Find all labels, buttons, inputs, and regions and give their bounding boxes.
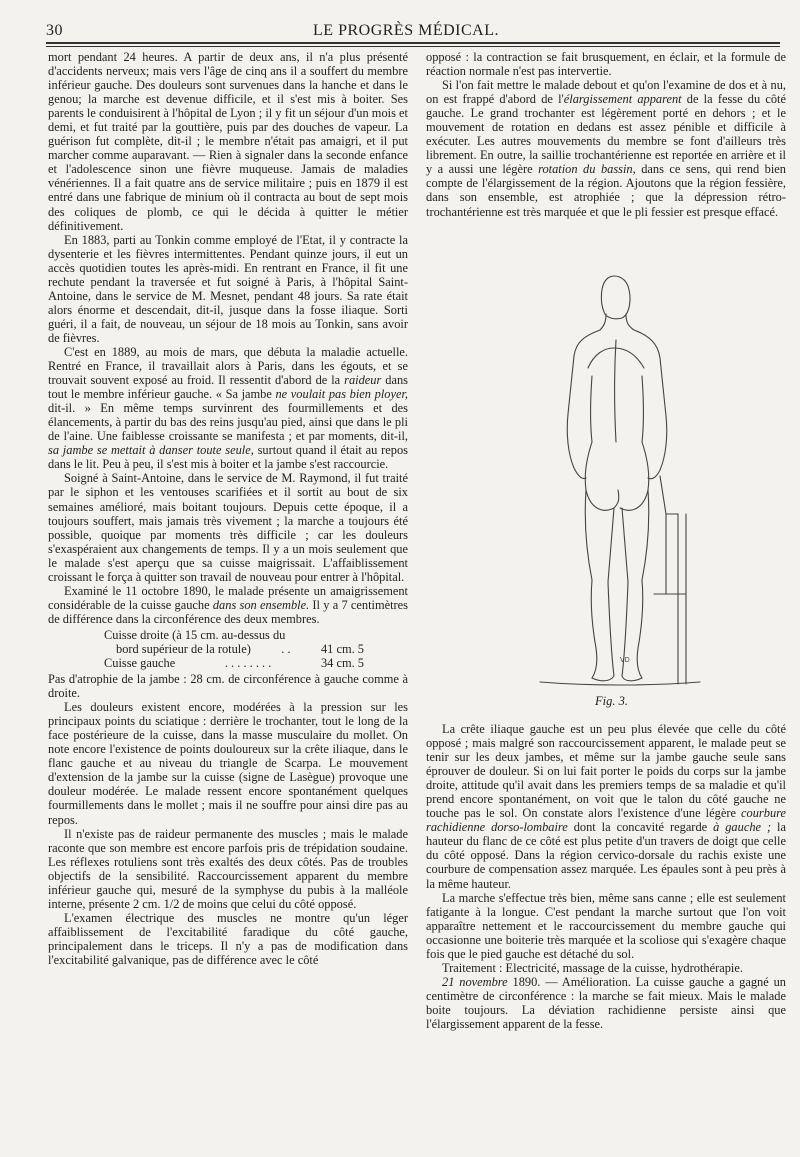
paragraph [48, 345, 408, 471]
paragraph [426, 722, 786, 891]
measure-label: bord supérieur de la rotule) [116, 641, 251, 656]
italic-run: 21 novembre [442, 974, 508, 989]
italic-run: rotation du bassin, [538, 162, 636, 177]
paragraph: En 1883, parti au Tonkin comme employé de l'Etat, il y contracte la dysenterie et les fièvres intermittentes. Pendant quinze jours, il eut un accès quotidien toutes les après-midi. En rentrant en France, il fit une rechute pendant la traversée et fut soigné à Paris, à l'hôpital Saint-Antoine, dans le service de M. Mesnet, pendant 48 jours. Sa rate était alors énorme et descendait, dit-il, jusque dans la fosse iliaque. Sorti guéri, il a fait, de nouveau, un séjour de 18 mois au Tonkin, sans avoir de fièvres. [48, 232, 408, 345]
paragraph: Pas d'atrophie de la jambe : 28 cm. de circonférence à gauche comme à droite. [48, 672, 408, 701]
paragraph: La marche s'effectue très bien, même sans canne ; elle est seulement fatigante à la longue. C'est pendant la marche surtout que l'on voit apparaître nettement et le raccourcissement du membre gauche qui occasionne une boiterie très marquée et la scoliose qui s'exagère chaque fois que le pied gauche est détaché du sol. [426, 890, 786, 961]
measure-label: Cuisse droite (à 15 cm. au-dessus du [104, 627, 286, 642]
text-run: dans tout le membre inférieur gauche. « Sa jambe [48, 373, 409, 402]
paragraph: Il n'existe pas de raideur permanente des muscles ; mais le malade raconte que son membre est encore parfois pris de trépidation soudaine. Les réflexes rotuliens sont très exaltés des deux côtés. Pas de troubles objectifs de la sensibilité. Raccourcissement apparent du membre inférieur gauche qui, mesuré de la symphyse du pubis à la malléole interne, présente 2 cm. 1/2 de moins que celui du côté opposé. [48, 826, 408, 911]
paragraph: L'examen électrique des muscles ne montre qu'un léger affaiblissement de l'excitabilité faradique du côté gauche, principalement dans le triceps. Il n'y a pas de modification dans l'excitabilité galvanique, pas de différence avec le côté [48, 910, 408, 967]
text-run: Si l'on fait mettre le malade debout et qu'on l'examine de dos et à nu, on est frappé d'abord de l' [426, 78, 786, 107]
measure-label: Cuisse gauche [104, 656, 176, 671]
measure-dots: . . . . . . . . [224, 656, 272, 671]
header-rule [46, 42, 780, 44]
paragraph: Traitement : Electricité, massage de la cuisse, hydrothérapie. [442, 960, 743, 975]
measure-row [104, 642, 364, 656]
measure-value: 34 cm. 5 [320, 656, 364, 671]
paragraph: Soigné à Saint-Antoine, dans le service de M. Raymond, il fut traité par le siphon et les ventouses scarifiées et il sortit au bout de six semaines amélioré, mais boitant toujours. Depuis cette époque, il a toujours souffert, mais jamais très vivement ; la marche a toujours été possible, quoique par moments très difficile ; car les douleurs s'exaspéraient aux changements de temps. Il y a un mois seulement que le malade s'est aperçu que sa cuisse maigrissait. L'affaiblissement croissant le força à quitter son travail de nouveau pour entrer à l'hôpital. [48, 471, 408, 584]
paragraph: opposé : la contraction se fait brusquement, en éclair, et la formule de réaction normale n'est pas intervertie. [426, 50, 786, 79]
header-rule-thin [46, 46, 780, 47]
text-run: de la fesse du côté gauche. Le grand trochanter est légèrement porté en dehors ; et le mouvement de rotation en dedans est assez pénible et difficile à exécuter. Les autres mouvements du membre se font d'ailleurs très librement. En outre, la saillie trochantérienne est reportée en arrière et il y a aussi une légère [426, 92, 786, 177]
text-run: surtout quand il était au repos dans le lit. Peu à peu, il s'est mis à boiter et la jambe s'est raccourcie. [48, 443, 408, 472]
text-run: 1890. — Amélioration. La cuisse gauche a gagné un centimètre de circonférence : la marche se fait mieux. Mais le malade boite toujours. La déviation rachidienne persiste ainsi que l'élargissement apparent de la fesse. [426, 974, 786, 1031]
italic-run: élargissement apparent [563, 92, 682, 107]
right-column-bottom [426, 722, 786, 1031]
measure-value: 41 cm. 5 [320, 641, 364, 656]
text-run: Il y a 7 centimètres de différence dans la circonférence des deux membres. [48, 597, 408, 626]
italic-run: raideur [344, 373, 382, 388]
figure-drawing [530, 264, 710, 694]
paragraph: mort pendant 24 heures. A partir de deux ans, il n'a plus présenté d'accidents nerveux; mais vers l'âge de cinq ans il a souffert du membre inférieur gauche. Des douleurs sont survenues dans la hanche et dans le genou; la marche est devenue difficile, et il s'est mis à boiter. Ses parents le conduisirent à l'hôpital de Lyon ; il y fit un séjour d'un mois et demi, et fut traité par la gouttière, puis par des douches de vapeur. La guérison fut complète, dit-il ; le membre n'était pas amaigri, et il put marcher comme auparavant. — Rien à signaler dans la seconde enfance et l'adolescence sinon une fièvre muqueuse. Jamais de maladies vénériennes. Il a fait quatre ans de service militaire ; puis en 1879 il est entré dans une fabrique de minium où il contracta au bout de sept mois des coliques de plomb, ce qui le décida à quitter le métier définitivement. [48, 50, 408, 233]
measure-row [104, 656, 364, 670]
page-number: 30 [46, 22, 63, 39]
text-run: dont la concavité regarde [567, 820, 714, 835]
figure-initials: VD [620, 657, 630, 664]
italic-run: à gauche ; [713, 820, 772, 835]
page-header [46, 22, 766, 40]
measure-row [104, 628, 364, 642]
text-run: la hauteur du flanc de ce côté est plus petite d'un travers de doigt que celle du côté opposé. Dans la région cervico-dorsale du rachis existe une courbure de compensation assez marquée. Les épaules sont à peu près à la même hauteur. [426, 820, 786, 891]
text-run: dans ce sens, qui rend bien compte de l'élargissement de la région. Ajoutons que la région fessière, dans son ensemble, est atrophiée ; que la dépression rétro-trochantérienne est très marquée et que le pli fessier est presque effacé. [426, 162, 786, 219]
text-run: La crête iliaque gauche est un peu plus élevée que celle du côté opposé ; mais malgré son raccourcissement apparent, le malade peut se tenir sur les deux jambes, et même sur la jambe gauche seule sans éprouver de douleur. Si on lui fait porter le poids du corps sur la jambe droite, attitude qu'il avait dans les premiers temps de sa maladie et qu'il prend encore spontanément, on voit que le talon du côté gauche ne touche pas le sol. On constate alors l'existence d'une légère [426, 722, 786, 821]
measurement-table [104, 628, 364, 670]
right-column-top [426, 50, 786, 219]
italic-run: sa jambe se mettait à danser toute seule, [48, 443, 254, 458]
text-run: dit-il. » En même temps survinrent des fourmillements et des élancements, à partir du bas des reins jusqu'au pied, ainsi que dans le pli de l'aine. Une faiblesse croissante se manifesta ; et par moments, dit-il, [48, 401, 408, 444]
measure-dots: . . [281, 641, 291, 656]
italic-run: ne voulait pas bien ployer, [275, 387, 408, 402]
text-run: C'est en 1889, au mois de mars, que débuta la maladie actuelle. Rentré en France, il travaillait alors à Paris, dans les égouts, et se trouvait souvent exposé au froid. Il ressentit d'abord de la [48, 344, 408, 388]
italic-run: courbure rachidienne dorso-lombaire [426, 806, 786, 835]
paragraph [426, 78, 786, 218]
figure-caption: Fig. 3. [595, 694, 628, 708]
paragraph [48, 584, 408, 626]
text-run: Examiné le 11 octobre 1890, le malade présente un amaigrissement considérable de la cuisse gauche [48, 583, 408, 612]
figure-illustration [530, 264, 710, 694]
left-column [48, 50, 408, 967]
journal-title: LE PROGRÈS MÉDICAL. [313, 22, 499, 39]
paragraph: Les douleurs existent encore, modérées à la pression sur les principaux points du sciatique : derrière le trochanter, tout le long de la face postérieure de la cuisse, dans la masse musculaire du mollet. On note encore l'existence de points douloureux sur la crête iliaque, dans le flanc gauche et au niveau du triangle de Scarpa. Le mouvement d'extension de la jambe sur la cuisse (signe de Lasègue) provoque une douleur modérée. Le malade ressent encore spontanément quelques fourmillements dans le mollet ; mais il ne souffre pour ainsi dire pas au repos. [48, 700, 408, 827]
italic-run: dans son ensemble. [212, 597, 310, 612]
paragraph [426, 975, 786, 1031]
